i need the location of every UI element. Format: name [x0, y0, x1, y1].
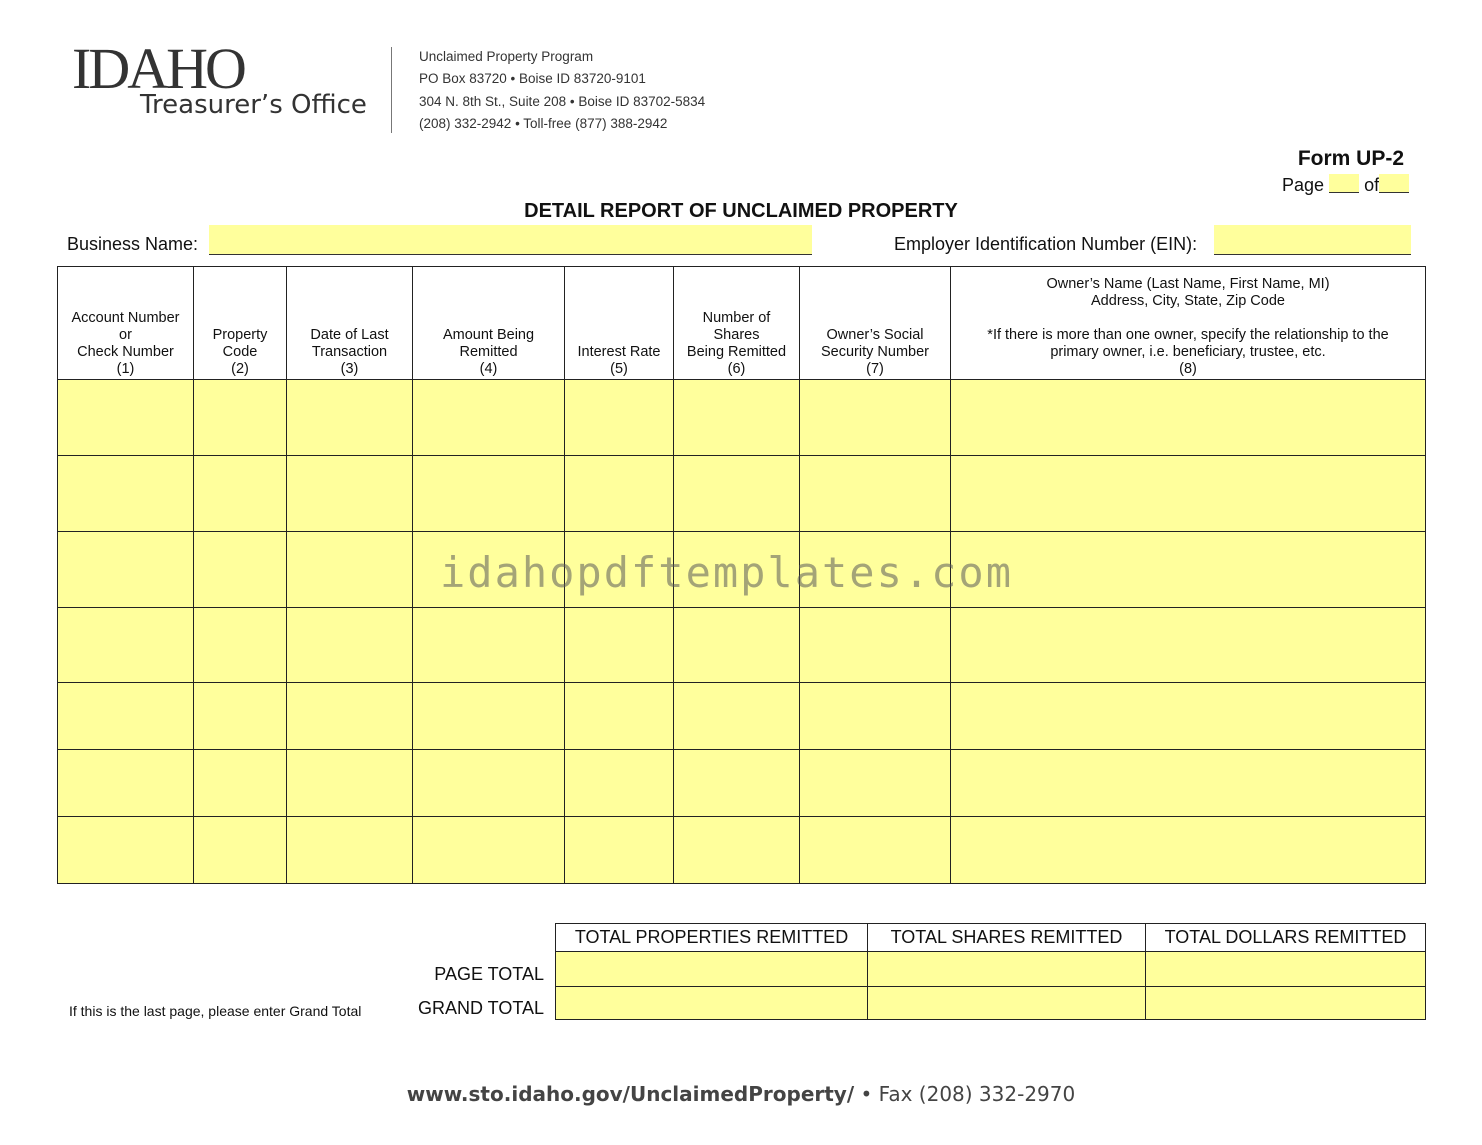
footer: [0, 1082, 1482, 1106]
cell-account-number[interactable]: [58, 750, 194, 817]
page-total-properties-field[interactable]: [556, 952, 868, 987]
cell-interest-rate[interactable]: [565, 683, 674, 750]
cell-owner-ssn[interactable]: [800, 817, 951, 884]
cell-date-last-transaction[interactable]: [287, 532, 413, 608]
cell-property-code[interactable]: [194, 532, 287, 608]
cell-date-last-transaction[interactable]: [287, 380, 413, 456]
column-header-amount-remitted: Amount Being Remitted (4): [413, 267, 565, 380]
address-line-4: (208) 332-2942 • Toll-free (877) 388-2942: [419, 116, 668, 131]
business-name-field[interactable]: [209, 225, 812, 255]
total-properties-header: TOTAL PROPERTIES REMITTED: [556, 924, 868, 952]
grand-total-shares-field[interactable]: [868, 987, 1146, 1020]
column-header-shares-remitted: Number of Shares Being Remitted (6): [674, 267, 800, 380]
cell-property-code[interactable]: [194, 380, 287, 456]
cell-amount-remitted[interactable]: [413, 380, 565, 456]
address-line-1: Unclaimed Property Program: [419, 49, 594, 64]
table-row: [58, 683, 1426, 750]
treasurers-office-logo-text: Treasurer’s Office: [140, 90, 367, 120]
cell-owner-name-address[interactable]: [951, 456, 1426, 532]
page-number-field[interactable]: [1329, 174, 1359, 193]
table-row: [58, 608, 1426, 683]
cell-amount-remitted[interactable]: [413, 750, 565, 817]
cell-property-code[interactable]: [194, 456, 287, 532]
grand-total-row: [556, 987, 1426, 1020]
last-page-note: If this is the last page, please enter Grand Total: [69, 1003, 362, 1019]
column-header-owner-name-address: Owner’s Name (Last Name, First Name, MI) Address, City, State, Zip Code *If there is more than one owner, specify the relationship to the primary owner, i.e. beneficiary, trustee, etc. (8): [951, 267, 1426, 380]
cell-owner-name-address[interactable]: [951, 532, 1426, 608]
cell-owner-name-address[interactable]: [951, 817, 1426, 884]
cell-owner-ssn[interactable]: [800, 683, 951, 750]
table-row: [58, 817, 1426, 884]
column-header-property-code: Property Code (2): [194, 267, 287, 380]
cell-owner-name-address[interactable]: [951, 750, 1426, 817]
page-label: Page: [1282, 175, 1325, 195]
cell-owner-ssn[interactable]: [800, 380, 951, 456]
column-header-owner-ssn: Owner’s Social Security Number (7): [800, 267, 951, 380]
cell-property-code[interactable]: [194, 817, 287, 884]
cell-date-last-transaction[interactable]: [287, 683, 413, 750]
page-number-line: [1282, 174, 1409, 196]
page-total-label: PAGE TOTAL: [434, 964, 544, 984]
cell-shares-remitted[interactable]: [674, 608, 800, 683]
cell-account-number[interactable]: [58, 532, 194, 608]
total-dollars-header: TOTAL DOLLARS REMITTED: [1146, 924, 1426, 952]
page-count-field[interactable]: [1379, 174, 1409, 193]
footer-separator: •: [860, 1082, 873, 1106]
column-header-date-last-transaction: Date of Last Transaction (3): [287, 267, 413, 380]
cell-date-last-transaction[interactable]: [287, 608, 413, 683]
business-name-label: Business Name:: [67, 234, 199, 254]
form-id: Form UP-2: [1297, 147, 1404, 170]
cell-owner-ssn[interactable]: [800, 608, 951, 683]
cell-account-number[interactable]: [58, 456, 194, 532]
table-row: [58, 380, 1426, 456]
cell-owner-name-address[interactable]: [951, 608, 1426, 683]
totals-table: [555, 923, 1426, 1020]
cell-owner-ssn[interactable]: [800, 750, 951, 817]
cell-property-code[interactable]: [194, 750, 287, 817]
header-divider: [391, 47, 392, 133]
cell-date-last-transaction[interactable]: [287, 817, 413, 884]
grand-total-properties-field[interactable]: [556, 987, 868, 1020]
cell-account-number[interactable]: [58, 683, 194, 750]
cell-amount-remitted[interactable]: [413, 817, 565, 884]
table-row: [58, 456, 1426, 532]
cell-owner-name-address[interactable]: [951, 683, 1426, 750]
cell-interest-rate[interactable]: [565, 750, 674, 817]
address-line-3: 304 N. 8th St., Suite 208 • Boise ID 83702-5834: [419, 94, 706, 109]
cell-owner-name-address[interactable]: [951, 380, 1426, 456]
column-header-interest-rate: Interest Rate (5): [565, 267, 674, 380]
address-line-2: PO Box 83720 • Boise ID 83720-9101: [419, 71, 646, 86]
cell-property-code[interactable]: [194, 608, 287, 683]
cell-amount-remitted[interactable]: [413, 456, 565, 532]
grand-total-dollars-field[interactable]: [1146, 987, 1426, 1020]
cell-owner-ssn[interactable]: [800, 456, 951, 532]
cell-shares-remitted[interactable]: [674, 683, 800, 750]
table-row: [58, 750, 1426, 817]
cell-shares-remitted[interactable]: [674, 750, 800, 817]
of-label: of: [1364, 175, 1380, 195]
ein-label: Employer Identification Number (EIN):: [894, 234, 1198, 254]
totals-header-row: [556, 924, 1426, 952]
column-header-account-number: Account Number or Check Number (1): [58, 267, 194, 380]
cell-account-number[interactable]: [58, 608, 194, 683]
cell-date-last-transaction[interactable]: [287, 750, 413, 817]
cell-amount-remitted[interactable]: [413, 608, 565, 683]
footer-url: www.sto.idaho.gov/UnclaimedProperty/: [406, 1082, 855, 1106]
footer-fax: Fax (208) 332-2970: [878, 1082, 1076, 1106]
ein-field[interactable]: [1214, 225, 1411, 255]
cell-amount-remitted[interactable]: [413, 683, 565, 750]
idaho-logo-text: IDAHO: [72, 36, 244, 101]
cell-property-code[interactable]: [194, 683, 287, 750]
cell-shares-remitted[interactable]: [674, 380, 800, 456]
form-title: DETAIL REPORT OF UNCLAIMED PROPERTY: [524, 200, 958, 222]
cell-shares-remitted[interactable]: [674, 817, 800, 884]
table-header-row: [58, 267, 1426, 380]
cell-account-number[interactable]: [58, 817, 194, 884]
watermark: idahopdftemplates.com: [440, 548, 1014, 597]
page-total-row: [556, 952, 1426, 987]
cell-interest-rate[interactable]: [565, 380, 674, 456]
cell-interest-rate[interactable]: [565, 456, 674, 532]
cell-interest-rate[interactable]: [565, 608, 674, 683]
page-total-dollars-field[interactable]: [1146, 952, 1426, 987]
page-total-shares-field[interactable]: [868, 952, 1146, 987]
cell-date-last-transaction[interactable]: [287, 456, 413, 532]
cell-interest-rate[interactable]: [565, 817, 674, 884]
cell-shares-remitted[interactable]: [674, 456, 800, 532]
grand-total-label: GRAND TOTAL: [417, 998, 544, 1018]
cell-account-number[interactable]: [58, 380, 194, 456]
total-shares-header: TOTAL SHARES REMITTED: [868, 924, 1146, 952]
